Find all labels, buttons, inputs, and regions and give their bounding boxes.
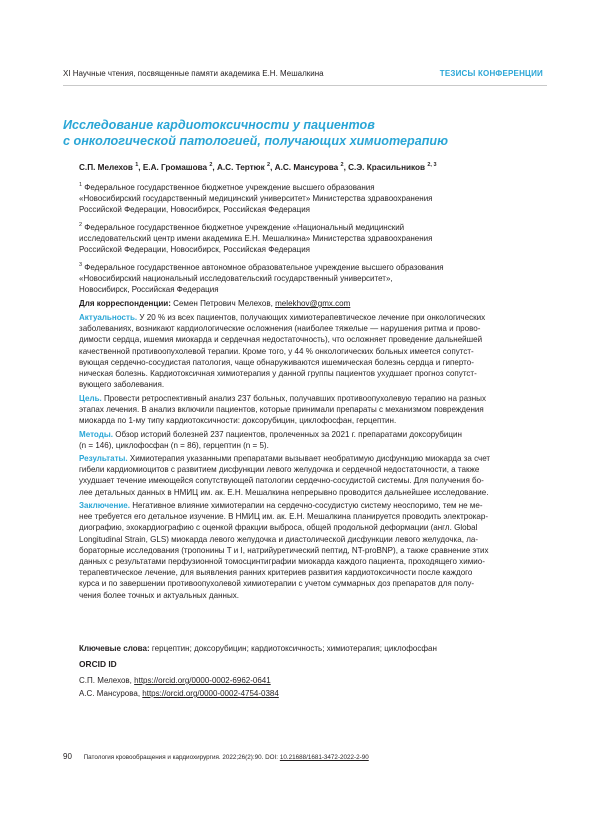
paragraph-line: ухудшает течение имеющейся сопутствующей патологии сердечно-сосудистой системы. Для получения бо- xyxy=(79,476,484,486)
author-affiliation-ref: 1 xyxy=(135,162,139,168)
affiliation-number: 2 xyxy=(79,222,83,228)
header-conference-name: XI Научные чтения, посвященные памяти академика Е.Н. Мешалкина xyxy=(63,69,324,78)
paragraph-line: лее детальных данных в НМИЦ им. ак. Е.Н. Мешалкина непрерывно проводится дальнейшее исследование. xyxy=(79,487,489,497)
correspondence-email-link[interactable]: melekhov@gmx.com xyxy=(275,299,351,308)
paragraph-line: бораторные исследования (тропонины T и I, натрийуретический пептид, NT-proBNP), а также сравнение этих xyxy=(79,545,489,555)
correspondence-label: Для корреспонденции: xyxy=(79,299,171,308)
orcid-entry xyxy=(79,675,271,686)
doi-link[interactable]: 10.21688/1681-3472-2022-2-90 xyxy=(279,754,369,761)
affiliation-number: 1 xyxy=(79,182,83,188)
header-divider xyxy=(63,85,547,86)
running-header xyxy=(63,66,547,82)
author-affiliation-ref: 2, 3 xyxy=(427,162,437,168)
article-title-line-1: Исследование кардиотоксичности у пациентов xyxy=(63,118,375,132)
keywords-list: герцептин; доксорубицин; кардиотоксичность; химиотерапия; циклофосфан xyxy=(151,644,437,653)
section-label: Актуальность. xyxy=(79,313,138,322)
affiliation-2 xyxy=(79,220,549,255)
paragraph-line: гибели кардиомиоцитов с развитием дисфункции левого желудочка и сердечной недостаточности, а также xyxy=(79,465,480,475)
article-title-line-2: с онкологической патологией, получающих химиотерапию xyxy=(63,134,448,148)
orcid-author-name: А.С. Мансурова, xyxy=(79,689,141,698)
section-conclusion xyxy=(79,500,549,601)
orcid-heading: ORCID ID xyxy=(79,659,117,669)
paragraph-line: данных с результатами перфузионной томосцинтиграфии миокарда каждого пациента, проходящего химио- xyxy=(79,557,485,567)
affiliation-1 xyxy=(79,180,549,215)
affiliation-line: Федеральное государственное бюджетное учреждение высшего образования xyxy=(84,183,375,192)
header-section-label: ТЕЗИСЫ КОНФЕРЕНЦИИ xyxy=(439,69,543,78)
paragraph-line: Провести ретроспективный анализ 237 больных, получавших противоопухолевую терапию на разных xyxy=(104,394,486,403)
affiliation-line: Российской Федерации, Новосибирск, Российская Федерация xyxy=(79,205,310,214)
paragraph-line: (n = 146), циклофосфан (n = 86), герцептин (n = 5). xyxy=(79,441,269,451)
orcid-author-name: С.П. Мелехов, xyxy=(79,676,132,685)
section-relevance xyxy=(79,312,549,390)
paragraph-line: У 20 % из всех пациентов, получающих химиотерапевтическое лечение при онкологических xyxy=(139,313,486,322)
affiliation-line: Российской Федерации, Новосибирск, Российская Федерация xyxy=(79,245,310,254)
orcid-entry xyxy=(79,688,279,699)
author-name: С.Э. Красильников xyxy=(348,163,426,172)
author-affiliation-ref: 2 xyxy=(209,162,213,168)
author-list: С.П. Мелехов $^1$, Е.А. Громашова $^2$, А.С. Тертюк $^2$, А.С. Мансурова $^2$, С.Э. Красильников $^{2, 3}$ xyxy=(79,162,437,172)
paragraph-line: заболеваниях, возникают кардиологические осложнения (наиболее тяжелые — нарушения ритма и прово- xyxy=(79,324,481,334)
article-title xyxy=(63,117,503,149)
keywords xyxy=(79,643,549,654)
section-aim xyxy=(79,393,549,427)
paragraph-line: Longitudinal Strain, GLS) миокарда левого желудочка и диастолической дисфункции левого желудочка, ла- xyxy=(79,534,479,544)
affiliation-line: «Новосибирский государственный медицинский университет» Министерства здравоохранения xyxy=(79,194,433,203)
paragraph-line: Химиотерапия указанными препаратами вызывает необратимую дисфункцию миокарда за счет xyxy=(129,454,491,463)
paragraph-line: диографию, эхокардиографию с оценкой фракции выброса, общей продольной деформации (англ. Global xyxy=(79,523,478,533)
paragraph-line: нее требуется его детальное изучение. В НМИЦ им. ак. Е.Н. Мешалкина планируется проводить электрокар- xyxy=(79,512,489,522)
section-label: Методы. xyxy=(79,430,113,439)
affiliation-line: «Новосибирский национальный исследовательский государственный университет», xyxy=(79,274,393,283)
paragraph-line: качественной противоопухолевой терапии. Кроме того, у 44 % онкологических больных имеется сопутст- xyxy=(79,346,474,356)
section-results xyxy=(79,453,549,498)
correspondence xyxy=(79,298,549,309)
page-number: 90 xyxy=(63,752,72,761)
paragraph-line: курса и по завершении противоопухолевой химиотерапии с учетом суммарных доз препаратов для полу- xyxy=(79,579,475,589)
paragraph-line: Обзор историй болезней 237 пациентов, пролеченных за 2021 г. препаратами доксорубицин xyxy=(115,430,462,439)
section-methods xyxy=(79,429,549,451)
author-name: А.С. Мансурова xyxy=(274,163,339,172)
paragraph-line: чения более точных и актуальных данных. xyxy=(79,590,240,600)
paragraph-line: Негативное влияние химиотерапии на сердечно-сосудистую систему неоспоримо, тем не ме- xyxy=(132,501,483,510)
journal-citation: Патология кровообращения и кардиохирургия. 2022;26(2):90. DOI: xyxy=(83,754,279,761)
author-name: А.С. Тертюк xyxy=(216,163,265,172)
section-label: Результаты. xyxy=(79,454,128,463)
affiliation-line: исследовательский центр имени академика Е.Н. Мешалкина» Министерства здравоохранения xyxy=(79,234,433,243)
orcid-link[interactable]: https://orcid.org/0000-0002-6962-0641 xyxy=(134,676,271,685)
author-name: С.П. Мелехов xyxy=(79,163,133,172)
paragraph-line: этапах лечения. В анализ включили пациентов, которые принимали препараты с механизмом повреждения xyxy=(79,405,484,415)
section-label: Заключение. xyxy=(79,501,130,510)
correspondence-name: Семен Петрович Мелехов, xyxy=(173,299,273,308)
affiliation-line: Федеральное государственное автономное образовательное учреждение высшего образования xyxy=(84,263,444,272)
author-name: Е.А. Громашова xyxy=(142,163,208,172)
affiliation-number: 3 xyxy=(79,262,83,268)
section-label: Цель. xyxy=(79,394,102,403)
author-affiliation-ref: 2 xyxy=(267,162,271,168)
orcid-link[interactable]: https://orcid.org/0000-0002-4754-0384 xyxy=(142,689,279,698)
author-affiliation-ref: 2 xyxy=(340,162,344,168)
paragraph-line: терапевтическое лечение, для выявления ранних критериев развития кардиотоксичности после каждого xyxy=(79,568,473,578)
affiliation-3 xyxy=(79,260,549,295)
paragraph-line: вующего заболевания. xyxy=(79,380,165,390)
paragraph-line: ническая болезнь. Кардиотоксичная химиотерапия у данной группы пациентов ухудшает прогноз сопутст- xyxy=(79,369,477,379)
keywords-label: Ключевые слова: xyxy=(79,644,150,653)
affiliation-line: Федеральное государственное бюджетное учреждение «Национальный медицинский xyxy=(84,223,405,232)
paragraph-line: вующая сердечно-сосудистая патология, чаще обнаруживаются ишемическая болезнь сердца и гиперто- xyxy=(79,357,474,367)
page-footer xyxy=(63,752,553,762)
paragraph-line: миокарда по 1-му типу кардиотоксичности: доксорубицин, циклофосфан, герцептин. xyxy=(79,416,397,426)
affiliation-line: Новосибирск, Российская Федерация xyxy=(79,285,219,294)
paragraph-line: димости сердца, ишемия миокарда и сердечная недостаточность), что осложняет проведение дальнейшей xyxy=(79,335,483,345)
